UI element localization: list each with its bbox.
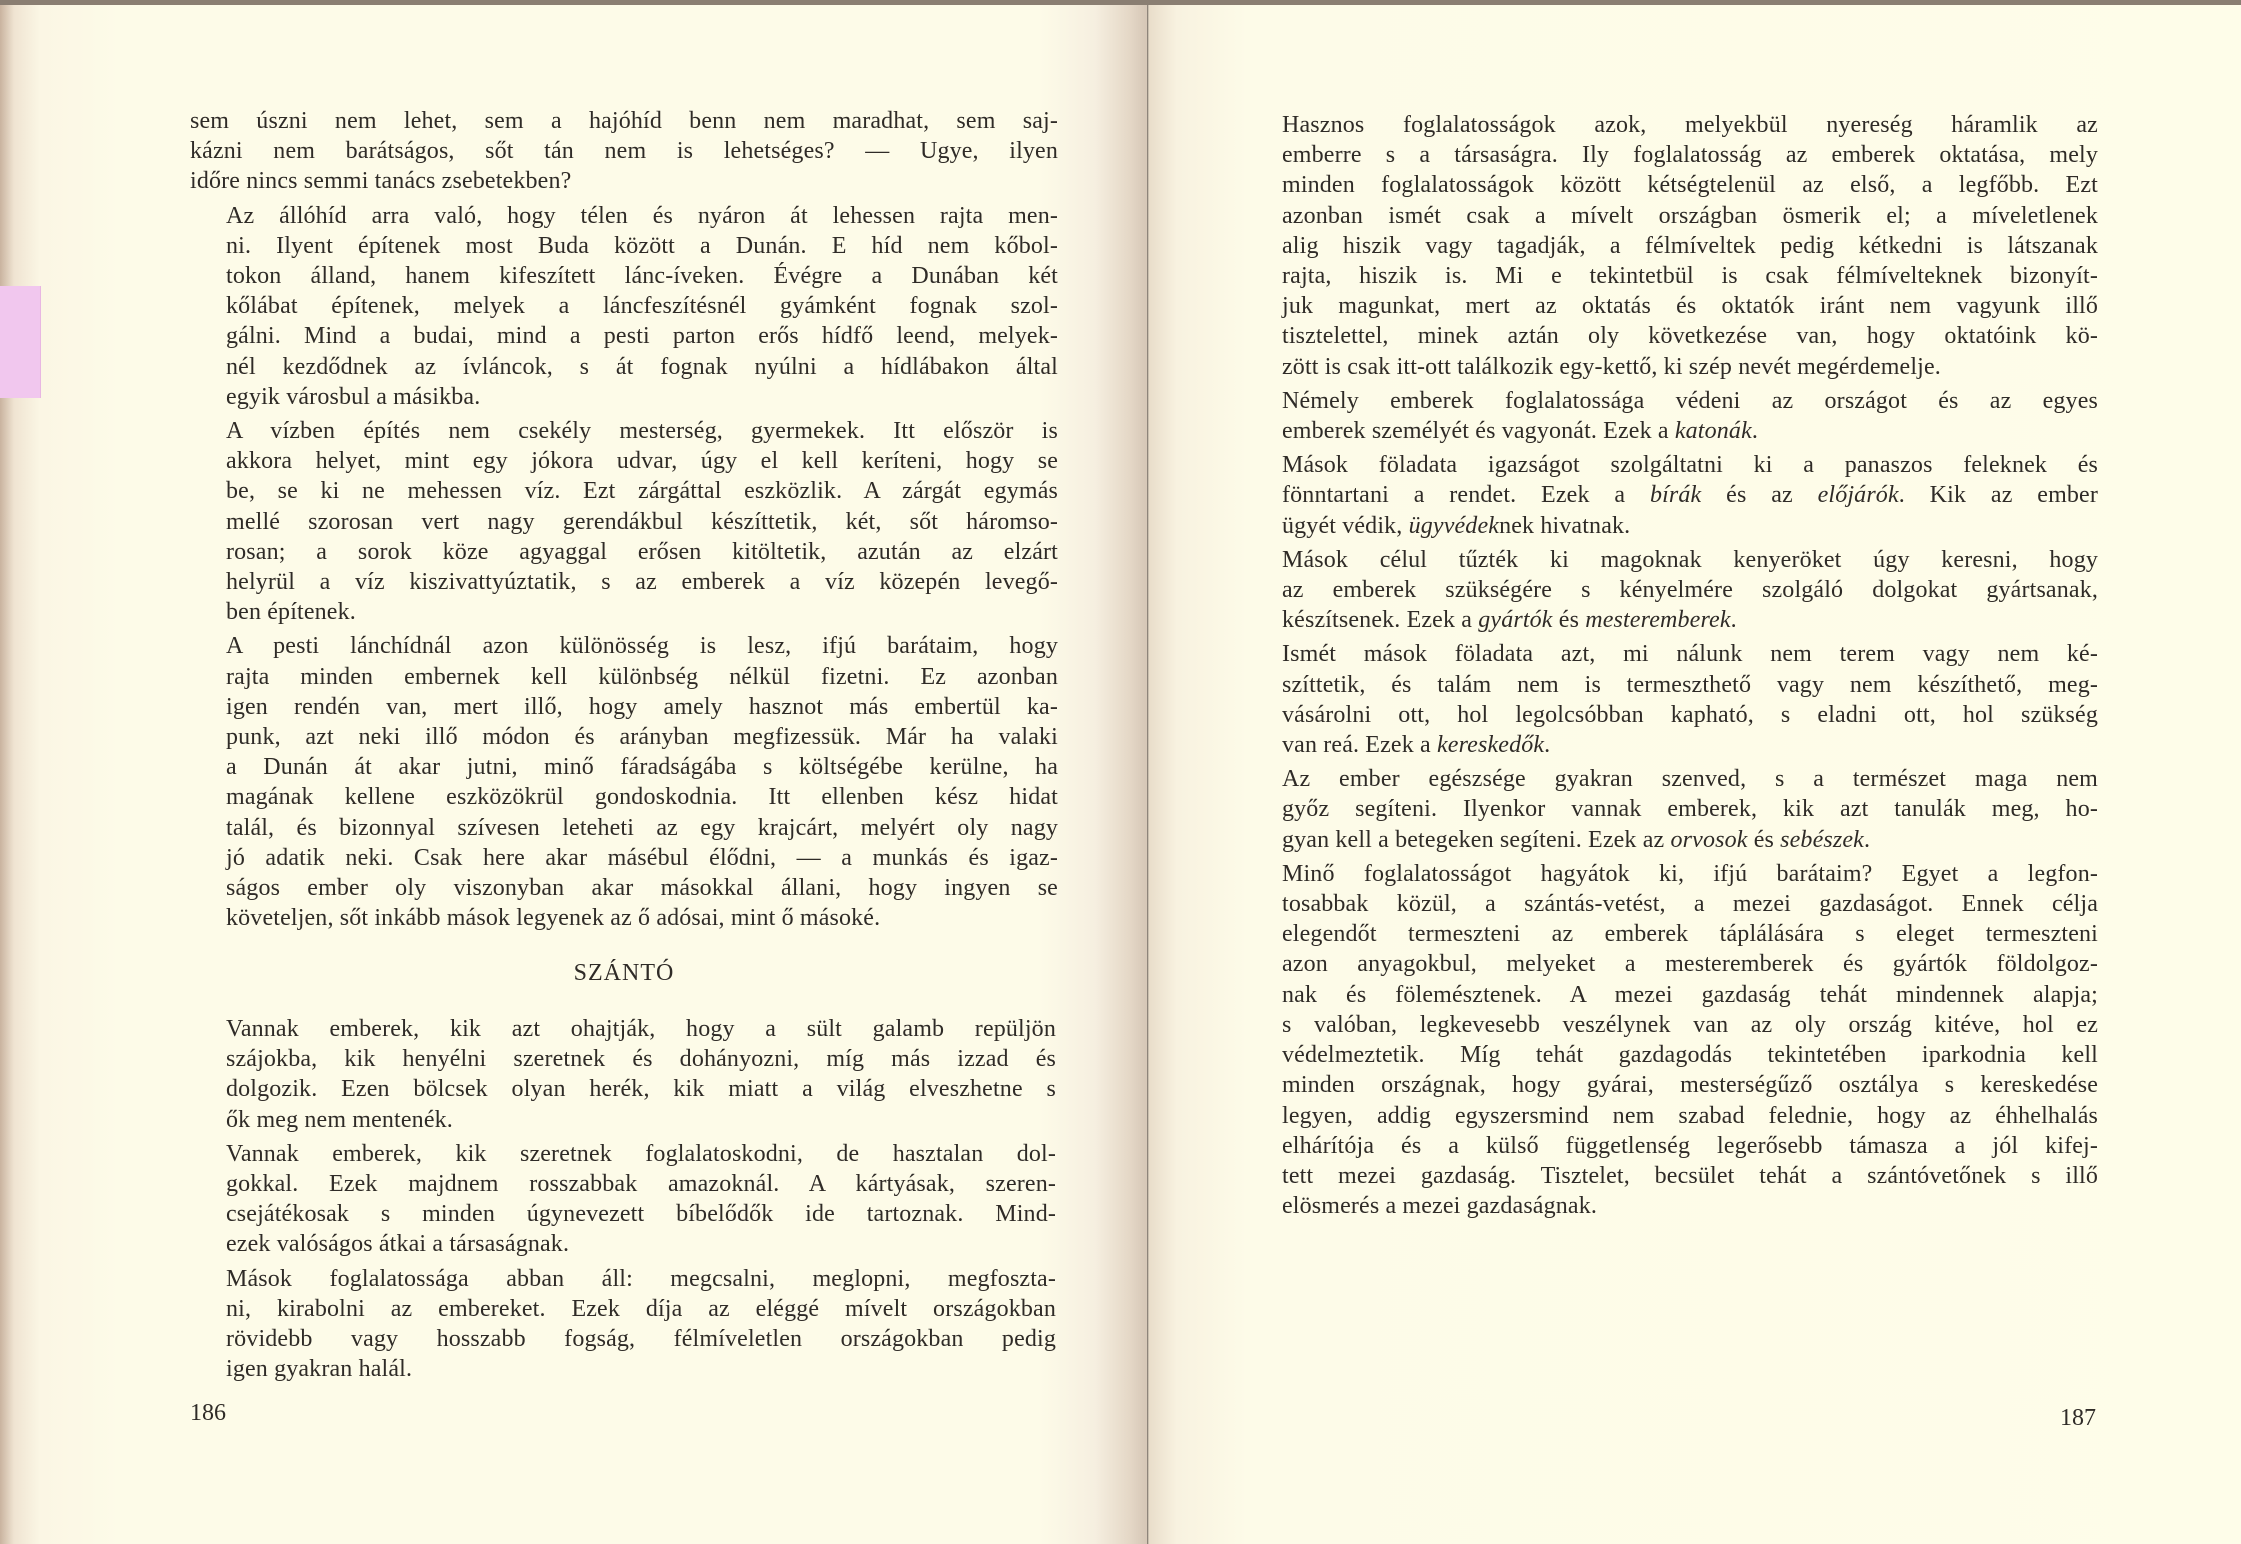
text-line (1246, 110, 2098, 140)
text-line (1246, 231, 2098, 261)
text-segment: ügyét védik, (1282, 512, 1409, 539)
paragraph (1246, 639, 2098, 760)
text-line: ni. Ilyent építenek most Buda között a Dunán. E híd nem kőbol- (226, 232, 1058, 259)
text-segment: győz segíteni. Ilyenkor vannak emberek, kik azt tanulák meg, ho- (1282, 796, 2098, 823)
text-segment: fönntartani a rendet. Ezek a (1282, 482, 1650, 509)
left-page-text-top (190, 106, 1058, 933)
right-page-text (1246, 110, 2098, 1221)
text-line (1246, 949, 2098, 979)
text-line: ben építenek. (226, 599, 356, 626)
text-line: Az állóhíd arra való, hogy télen és nyáron át lehessen rajta men- (226, 202, 1058, 229)
text-line (1246, 1131, 2098, 1161)
paragraph (1246, 764, 2098, 855)
text-line (1246, 764, 2098, 794)
text-line (1246, 1101, 2098, 1131)
text-line (1246, 321, 2098, 351)
text-segment: . (1751, 418, 1759, 445)
text-line (1246, 980, 2098, 1010)
italic-term: bírák (1649, 482, 1702, 509)
text-line: igen gyakran halál. (226, 1356, 413, 1383)
text-line: a Dunán át akar jutni, minő fáradságába s költségébe kerülne, ha (226, 754, 1058, 781)
italic-term: gyártók (1478, 607, 1553, 634)
text-line: csejátékosak s minden úgynevezett bíbelődők ide tartoznak. Mind- (226, 1201, 1056, 1228)
text-line: ságos ember oly viszonyban akar másokkal állani, hogy ingyen se (226, 875, 1058, 902)
paragraph (1246, 545, 2098, 636)
text-line: követeljen, sőt inkább mások legyenek az ő adósai, mint ő másoké. (226, 905, 881, 932)
text-segment: tett mezei gazdaság. Tisztelet, becsület tehát a szántóvetőnek s illő (1282, 1162, 2098, 1189)
text-segment: gyan kell a betegeken segíteni. Ezek az (1282, 826, 1671, 853)
text-segment: . (1730, 607, 1737, 634)
paragraph (1246, 450, 2098, 541)
paragraph (190, 416, 1058, 627)
text-line (1246, 140, 2098, 170)
italic-term: ügyvédek (1408, 512, 1500, 539)
text-line (1246, 700, 2098, 730)
text-segment: elegendőt termeszteni az emberek táplálására s eleget termeszteni (1282, 921, 2098, 948)
text-line (1246, 730, 2098, 760)
text-line (1246, 1191, 2098, 1221)
page-number-right: 187 (2060, 1405, 2096, 1431)
text-line (1246, 511, 2098, 541)
text-segment: . (1544, 732, 1551, 759)
text-segment: elhárítója és a külső függetlenség legerősebb támasza a jól kifej- (1282, 1132, 2098, 1159)
paragraph (1246, 386, 2098, 446)
text-line (1246, 1161, 2098, 1191)
text-line (1246, 605, 2098, 635)
section-title: SZÁNTÓ (573, 960, 675, 986)
text-line: mellé szorosan vert nagy gerendákbul készíttetik, két, sőt háromso- (226, 508, 1058, 535)
text-line: Vannak emberek, kik azt ohajtják, hogy a sült galamb repüljön (226, 1016, 1056, 1042)
text-line: A vízben építés nem csekély mesterség, gyermekek. Itt először is (226, 418, 1058, 445)
text-segment: és (1747, 826, 1781, 853)
text-line: rajta minden embernek kell különbség nélkül fizetni. Ez azonban (226, 663, 1058, 690)
text-line: gokkal. Ezek majdnem rosszabbak amazoknál. A kártyásak, szeren- (226, 1171, 1056, 1198)
text-line (1246, 450, 2098, 480)
text-line (1246, 201, 2098, 231)
italic-term: kereskedők (1436, 732, 1545, 759)
text-line: dolgozik. Ezen bölcsek olyan herék, kik miatt a világ elveszhetne s (226, 1076, 1056, 1103)
text-segment: és (1552, 607, 1586, 634)
paragraph (190, 631, 1058, 933)
text-line: sem úszni nem lehet, sem a hajóhíd benn nem maradhat, sem saj- (190, 108, 1058, 134)
text-line: rosan; a sorok köze agyaggal erősen kitöltetik, azután az elzárt (226, 538, 1058, 565)
text-segment: az emberek szükségére s kényelmére szolgáló dolgokat gyártsanak, (1282, 577, 2098, 604)
text-segment: elösmerés a mezei gazdaságnak. (1282, 1193, 1598, 1220)
text-segment: emberek személyét és vagyonát. Ezek a (1282, 418, 1675, 445)
text-line: ők meg nem mentenék. (226, 1106, 453, 1133)
text-line: kázni nem barátságos, sőt tán nem is lehetséges? — Ugye, ilyen (190, 138, 1058, 165)
text-line (1246, 480, 2098, 510)
text-line: szájokba, kik henyélni szeretnek és dohányozni, míg más izzad és (226, 1046, 1056, 1073)
page-number-left: 186 (190, 1400, 226, 1426)
text-segment: azonban ismét csak a mívelt országban ösmerik el; a míveletlenek (1282, 202, 2098, 229)
text-line: jó adatik neki. Csak here akar másébul élődni, — a munkás és igaz- (226, 844, 1058, 871)
text-segment: tisztelettel, minek aztán oly következése van, hogy oktatóink kö- (1282, 323, 2098, 350)
text-line (1246, 825, 2098, 855)
text-line (1246, 1070, 2098, 1100)
text-segment: Hasznos foglalatosságok azok, melyekbül nyereség háramlik az (1282, 112, 2098, 138)
text-line: nél kezdődnek az ívláncok, s át fognak nyúlni a hídlábakon által (226, 353, 1058, 380)
text-line (1246, 919, 2098, 949)
text-line (1246, 291, 2098, 321)
text-line (1246, 1040, 2098, 1070)
text-line: ezek valóságos átkai a társaságnak. (226, 1231, 570, 1258)
text-line: A pesti lánchídnál azon különösség is lesz, ifjú barátaim, hogy (226, 633, 1058, 660)
text-line: punk, azt neki illő módon és arányban megfizessük. Már ha valaki (226, 724, 1058, 751)
text-segment: van reá. Ezek a (1282, 732, 1437, 759)
text-line (1246, 889, 2098, 919)
italic-term: mesteremberek (1585, 607, 1731, 634)
text-line (1246, 859, 2098, 889)
left-page-text-bottom (190, 1014, 1056, 1384)
text-line (1246, 1010, 2098, 1040)
text-segment: minden országnak, hogy gyárai, mesterségűző osztálya s kereskedése (1282, 1072, 2098, 1099)
text-line: Vannak emberek, kik szeretnek foglalatoskodni, de hasztalan dol- (226, 1140, 1056, 1167)
paragraph (190, 1014, 1056, 1135)
text-line (1246, 545, 2098, 575)
text-line: ni, kirabolni az embereket. Ezek díja az eléggé mívelt országokban (226, 1295, 1056, 1322)
text-segment: . Kik az ember (1898, 482, 2098, 509)
text-line: talál, és bizonnyal szívesen leteheti az egy krajcárt, melyért oly nagy (226, 814, 1058, 841)
text-segment: s valóban, legkevesebb veszélynek van az oly ország kitéve, hol ez (1282, 1011, 2098, 1038)
text-segment: zött is csak itt-ott találkozik egy-kettő, ki szép nevét megérdemelje. (1282, 353, 1941, 380)
text-line (1246, 639, 2098, 669)
text-segment: Némely emberek foglalatossága védeni az országot és az egyes (1282, 387, 2098, 414)
text-segment: Mások föladata igazságot szolgáltatni ki a panaszos feleknek és (1282, 452, 2098, 479)
italic-term: előjárók (1817, 482, 1899, 509)
text-segment: nak és fölemésztenek. A mezei gazdaság tehát mindennek alapja; (1282, 981, 2098, 1008)
bookmark-tab (0, 286, 41, 398)
text-segment: Minő foglalatosságot hagyátok ki, ifjú barátaim? Egyet a legfon- (1282, 860, 2098, 887)
text-segment: azon anyagokbul, melyeket a mesteremberek és gyártók földolgoz- (1282, 951, 2098, 978)
paragraph (1246, 110, 2098, 382)
text-line: rövidebb vagy hosszabb fogság, félmíveletlen országokban pedig (226, 1326, 1056, 1353)
text-line: kőlábat építenek, melyek a láncfeszítésnél gyámként fognak szol- (226, 293, 1058, 320)
paragraph (190, 106, 1058, 197)
text-segment: rajta, hiszik is. Mi e tekintetbül is csak félmívelteknek bizonyít- (1282, 263, 2098, 290)
text-segment: védelmeztetik. Míg tehát gazdagodás tekintetében iparkodnia kell (1282, 1042, 2098, 1069)
text-segment: minden foglalatosságok között kétségtelenül az első, a legfőbb. Ezt (1282, 172, 2098, 199)
text-line: helyrül a víz kiszivattyúztatik, s az emberek a víz közepén levegő- (226, 569, 1058, 596)
text-line (1246, 575, 2098, 605)
italic-term: sebészek (1780, 826, 1864, 853)
text-line: gálni. Mind a budai, mind a pesti parton erős hídfő leend, melyek- (226, 323, 1058, 350)
paragraph (190, 1139, 1056, 1260)
text-segment: legyen, addig egyszersmind nem szabad felednie, hogy az éhhelhalás (1282, 1102, 2098, 1129)
text-line: egyik városbul a másikba. (226, 383, 481, 410)
text-segment: szíttetik, és talám nem is termeszthető vagy nem készíthető, meg- (1282, 671, 2098, 698)
italic-term: orvosok (1670, 826, 1748, 853)
paragraph (190, 201, 1058, 412)
text-line: Mások foglalatossága abban áll: megcsalni, meglopni, megfoszta- (226, 1265, 1056, 1292)
text-segment: tosabbak közül, a szántás-vetést, a mezei gazdaságot. Ennek célja (1282, 891, 2098, 918)
text-line: akkora helyet, mint egy jókora udvar, úgy el kell keríteni, hogy se (226, 448, 1058, 475)
text-line (1246, 794, 2098, 824)
paragraph (190, 1264, 1056, 1385)
italic-term: katonák (1674, 418, 1752, 445)
text-line: tokon álland, hanem kifeszített lánc-íveken. Évégre a Dunában két (226, 263, 1058, 290)
text-line: be, se ki ne mehessen víz. Ezt zárgáttal eszközlik. A zárgát egymás (226, 478, 1058, 505)
text-segment: emberre s a társaságra. Ily foglalatosság az emberek oktatása, mely (1282, 142, 2098, 169)
text-line: magának kellene eszközökrül gondoskodnia. Itt ellenben kész hidat (226, 784, 1058, 811)
text-segment: vásárolni ott, hol legolcsóbban kapható, s eladni ott, hol szükség (1282, 701, 2098, 728)
text-line (1246, 416, 2098, 446)
paragraph (1246, 859, 2098, 1221)
text-segment: Mások célul tűzték ki magoknak kenyeröket úgy keresni, hogy (1282, 546, 2098, 573)
text-segment: Ismét mások föladata azt, mi nálunk nem terem vagy nem ké- (1282, 641, 2098, 668)
text-segment: nek hivatnak. (1499, 512, 1631, 539)
text-segment: . (1863, 826, 1871, 853)
text-segment: alig hiszik vagy tagadják, a félmíveltek pedig kétkedni is látszanak (1282, 232, 2098, 259)
text-line (1246, 352, 2098, 382)
text-line (1246, 261, 2098, 291)
text-line (1246, 170, 2098, 200)
text-line: igen rendén van, mert illő, hogy amely hasznot más embertül ka- (226, 693, 1058, 720)
text-segment: Az ember egészsége gyakran szenved, s a természet maga nem (1282, 766, 2098, 793)
text-segment: és az (1701, 482, 1818, 509)
text-segment: juk magunkat, mert az oktatás és oktatók iránt nem vagyunk illő (1282, 293, 2098, 320)
text-line (1246, 670, 2098, 700)
text-line: időre nincs semmi tanács zsebetekben? (190, 168, 572, 195)
text-segment: készítsenek. Ezek a (1282, 607, 1479, 634)
text-line (1246, 386, 2098, 416)
